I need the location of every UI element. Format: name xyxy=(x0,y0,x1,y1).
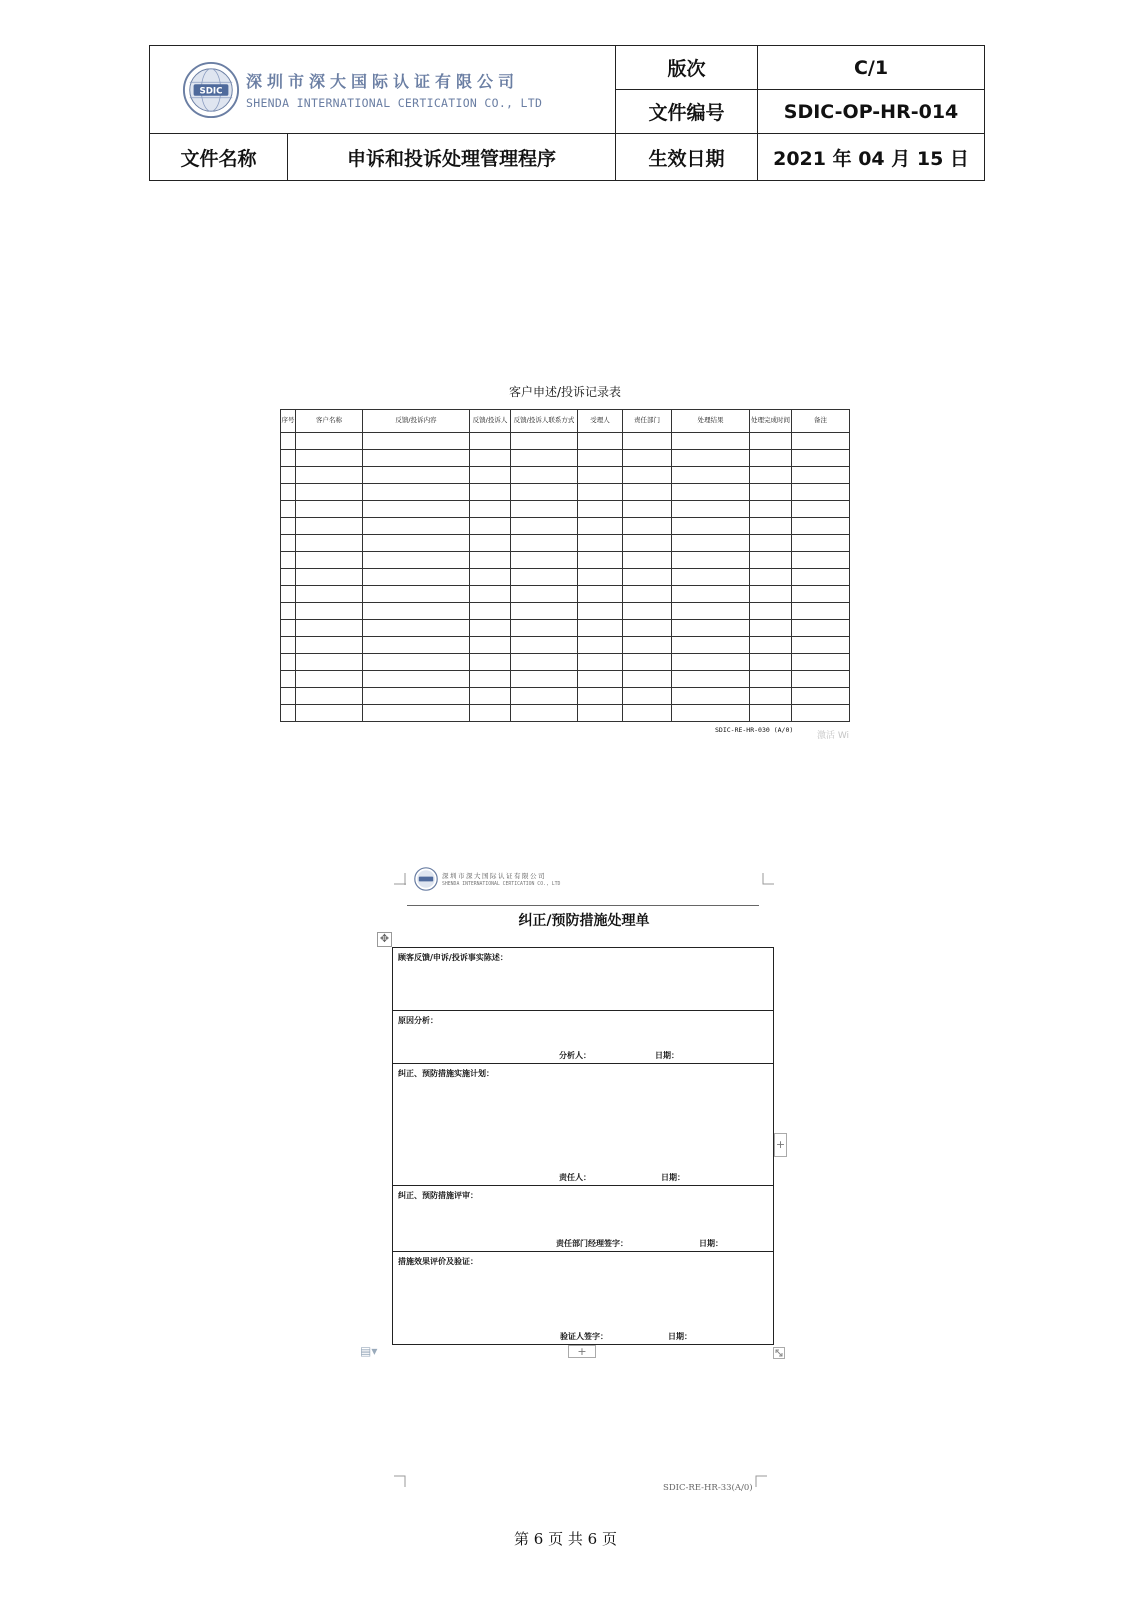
table-cell[interactable] xyxy=(792,569,850,586)
table-cell[interactable] xyxy=(511,450,578,467)
sign-label: 责任部门经理签字： xyxy=(556,1238,628,1248)
table-cell[interactable] xyxy=(363,433,470,450)
column-header: 处理结果 xyxy=(672,410,750,433)
table-row xyxy=(281,535,850,552)
table-cell[interactable] xyxy=(750,450,792,467)
table-cell[interactable] xyxy=(792,586,850,603)
table-cell[interactable] xyxy=(578,501,623,518)
form2-header-rule xyxy=(407,905,759,906)
crop-mark-icon xyxy=(394,873,406,885)
table-cell[interactable] xyxy=(672,620,750,637)
table-cell[interactable] xyxy=(672,688,750,705)
table-cell[interactable] xyxy=(470,705,511,722)
table-cell[interactable] xyxy=(363,688,470,705)
table-cell[interactable] xyxy=(281,484,296,501)
column-header: 反馈/投诉人 xyxy=(470,410,511,433)
table-cell[interactable] xyxy=(750,552,792,569)
table-row xyxy=(281,501,850,518)
table-row xyxy=(281,654,850,671)
table-cell[interactable] xyxy=(672,603,750,620)
table-cell[interactable] xyxy=(363,450,470,467)
logo-text: SDIC xyxy=(199,85,223,96)
table-cell[interactable] xyxy=(578,688,623,705)
table-cell[interactable] xyxy=(363,552,470,569)
table-cell[interactable] xyxy=(750,535,792,552)
table-cell[interactable] xyxy=(470,484,511,501)
table-cell[interactable] xyxy=(296,501,363,518)
date-label: 日期： xyxy=(655,1050,679,1060)
table-cell[interactable] xyxy=(578,637,623,654)
table-cell[interactable] xyxy=(672,467,750,484)
document-header-table xyxy=(149,45,985,181)
table-cell[interactable] xyxy=(623,467,672,484)
table-cell[interactable] xyxy=(750,518,792,535)
table-cell[interactable] xyxy=(623,620,672,637)
version-label: 版次 xyxy=(616,46,758,90)
table-cell[interactable] xyxy=(623,535,672,552)
table-cell[interactable] xyxy=(672,450,750,467)
table-cell[interactable] xyxy=(750,620,792,637)
table-cell[interactable] xyxy=(363,586,470,603)
table-cell[interactable] xyxy=(281,518,296,535)
table-cell[interactable] xyxy=(623,569,672,586)
page-number: 第 6 页 共 6 页 xyxy=(514,1530,617,1548)
sign-label: 分析人： xyxy=(559,1050,591,1060)
docname-label: 文件名称 xyxy=(150,134,288,181)
form2-company-en: SHENDA INTERNATIONAL CERTICATION CO., LTD xyxy=(442,882,561,887)
table-cell[interactable] xyxy=(281,586,296,603)
table-cell[interactable] xyxy=(511,637,578,654)
table-cell[interactable] xyxy=(363,518,470,535)
table-cell[interactable] xyxy=(623,603,672,620)
section-label: 纠正、预防措施实施计划： xyxy=(398,1068,494,1078)
table-row xyxy=(281,433,850,450)
form1-title: 客户申述/投诉记录表 xyxy=(508,385,622,399)
table-cell[interactable] xyxy=(672,671,750,688)
table-cell[interactable] xyxy=(750,433,792,450)
section-effect-verification xyxy=(393,1252,773,1344)
table-cell[interactable] xyxy=(750,688,792,705)
table-cell[interactable] xyxy=(623,671,672,688)
table-cell[interactable] xyxy=(750,671,792,688)
section-action-plan xyxy=(393,1064,773,1186)
table-cell[interactable] xyxy=(792,603,850,620)
table-cell[interactable] xyxy=(750,705,792,722)
table-cell[interactable] xyxy=(296,433,363,450)
table-cell[interactable] xyxy=(578,671,623,688)
section-action-review xyxy=(393,1186,773,1252)
table-row xyxy=(281,637,850,654)
table-cell[interactable] xyxy=(296,450,363,467)
crop-mark-icon xyxy=(394,1475,406,1487)
table-cell[interactable] xyxy=(750,467,792,484)
table-cell[interactable] xyxy=(296,518,363,535)
table-cell[interactable] xyxy=(792,671,850,688)
table-cell[interactable] xyxy=(792,501,850,518)
table-cell[interactable] xyxy=(792,484,850,501)
docname-value: 申诉和投诉处理管理程序 xyxy=(288,134,616,181)
table-cell[interactable] xyxy=(511,535,578,552)
column-header: 反馈/投诉人联系方式 xyxy=(511,410,578,433)
table-row xyxy=(281,688,850,705)
column-header: 序号 xyxy=(281,410,296,433)
table-cell[interactable] xyxy=(470,620,511,637)
table-cell[interactable] xyxy=(296,603,363,620)
table-cell[interactable] xyxy=(281,535,296,552)
table-cell[interactable] xyxy=(296,467,363,484)
table-cell[interactable] xyxy=(750,484,792,501)
table-cell[interactable] xyxy=(296,671,363,688)
date-label: 生效日期 xyxy=(616,134,758,181)
table-cell[interactable] xyxy=(363,484,470,501)
table-move-handle-icon[interactable]: ✥ xyxy=(377,932,392,947)
table-cell[interactable] xyxy=(281,705,296,722)
table-cell[interactable] xyxy=(470,688,511,705)
table-cell[interactable] xyxy=(792,552,850,569)
section-label: 纠正、预防措施评审： xyxy=(398,1190,478,1200)
paste-options-icon[interactable]: ▤▾ xyxy=(360,1344,378,1358)
table-cell[interactable] xyxy=(363,535,470,552)
section-label: 措施效果评价及验证： xyxy=(398,1256,478,1266)
table-cell[interactable] xyxy=(281,603,296,620)
table-cell[interactable] xyxy=(578,654,623,671)
table-cell[interactable] xyxy=(281,467,296,484)
date-value: 2021 年 04 月 15 日 xyxy=(758,134,985,181)
sdic-logo-icon xyxy=(182,61,240,119)
company-logo-cell xyxy=(150,46,616,134)
table-cell[interactable] xyxy=(470,552,511,569)
table-cell[interactable] xyxy=(296,586,363,603)
table-cell[interactable] xyxy=(623,518,672,535)
table-cell[interactable] xyxy=(792,654,850,671)
table-cell[interactable] xyxy=(578,552,623,569)
table-cell[interactable] xyxy=(672,484,750,501)
column-header: 责任部门 xyxy=(623,410,672,433)
table-cell[interactable] xyxy=(578,603,623,620)
table-cell[interactable] xyxy=(296,620,363,637)
table-cell[interactable] xyxy=(672,569,750,586)
table-cell[interactable] xyxy=(792,535,850,552)
version-value: C/1 xyxy=(758,46,985,90)
table-cell[interactable] xyxy=(470,518,511,535)
complaint-record-table xyxy=(280,409,850,722)
table-cell[interactable] xyxy=(750,586,792,603)
table-cell[interactable] xyxy=(623,688,672,705)
column-header: 反馈/投诉内容 xyxy=(363,410,470,433)
table-cell[interactable] xyxy=(792,620,850,637)
table-cell[interactable] xyxy=(578,450,623,467)
table-cell[interactable] xyxy=(578,705,623,722)
table-cell[interactable] xyxy=(623,433,672,450)
date-label: 日期： xyxy=(661,1172,685,1182)
table-cell[interactable] xyxy=(470,467,511,484)
table-cell[interactable] xyxy=(623,705,672,722)
crop-mark-icon xyxy=(755,1475,767,1487)
table-cell[interactable] xyxy=(672,535,750,552)
column-header: 客户名称 xyxy=(296,410,363,433)
table-row xyxy=(281,586,850,603)
table-cell[interactable] xyxy=(578,433,623,450)
table-cell[interactable] xyxy=(578,586,623,603)
table-cell[interactable] xyxy=(672,637,750,654)
table-cell[interactable] xyxy=(363,620,470,637)
table-cell[interactable] xyxy=(672,705,750,722)
section-label: 顾客反馈/申诉/投诉事实陈述： xyxy=(398,952,508,962)
table-cell[interactable] xyxy=(470,433,511,450)
table-cell[interactable] xyxy=(750,501,792,518)
table-cell[interactable] xyxy=(296,705,363,722)
table-cell[interactable] xyxy=(578,569,623,586)
table-cell[interactable] xyxy=(511,569,578,586)
table-cell[interactable] xyxy=(363,654,470,671)
section-fact-statement xyxy=(393,948,773,1011)
docno-value: SDIC-OP-HR-014 xyxy=(758,90,985,134)
table-cell[interactable] xyxy=(623,484,672,501)
table-cell[interactable] xyxy=(363,467,470,484)
table-cell[interactable] xyxy=(470,671,511,688)
table-cell[interactable] xyxy=(281,654,296,671)
table-row xyxy=(281,467,850,484)
table-cell[interactable] xyxy=(511,688,578,705)
table-cell[interactable] xyxy=(281,688,296,705)
table-cell[interactable] xyxy=(363,569,470,586)
table-cell[interactable] xyxy=(578,620,623,637)
table-cell[interactable] xyxy=(281,671,296,688)
table-cell[interactable] xyxy=(296,535,363,552)
table-cell[interactable] xyxy=(672,501,750,518)
crop-mark-icon xyxy=(762,873,774,885)
table-cell[interactable] xyxy=(296,654,363,671)
table-cell[interactable] xyxy=(578,484,623,501)
table-row xyxy=(281,705,850,722)
table-cell[interactable] xyxy=(296,688,363,705)
table-row xyxy=(281,603,850,620)
sign-label: 责任人： xyxy=(559,1172,591,1182)
table-cell[interactable] xyxy=(792,705,850,722)
table-resize-handle-icon[interactable] xyxy=(773,1347,785,1359)
table-cell[interactable] xyxy=(470,586,511,603)
table-cell[interactable] xyxy=(623,552,672,569)
table-cell[interactable] xyxy=(578,518,623,535)
table-cell[interactable] xyxy=(792,688,850,705)
company-name-cn: 深圳市深大国际认证有限公司 xyxy=(246,72,520,91)
table-cell[interactable] xyxy=(363,637,470,654)
table-cell[interactable] xyxy=(363,671,470,688)
table-cell[interactable] xyxy=(578,535,623,552)
table-cell[interactable] xyxy=(470,654,511,671)
docno-label: 文件编号 xyxy=(616,90,758,134)
table-cell[interactable] xyxy=(623,501,672,518)
table-cell[interactable] xyxy=(750,654,792,671)
table-cell[interactable] xyxy=(623,637,672,654)
table-cell[interactable] xyxy=(296,484,363,501)
table-cell[interactable] xyxy=(281,501,296,518)
table-row xyxy=(281,620,850,637)
table-cell[interactable] xyxy=(470,569,511,586)
table-cell[interactable] xyxy=(672,518,750,535)
column-header: 备注 xyxy=(792,410,850,433)
form2-company-cn: 深圳市深大国际认证有限公司 xyxy=(442,872,546,880)
column-header: 受理人 xyxy=(578,410,623,433)
table-cell[interactable] xyxy=(281,450,296,467)
table-row xyxy=(281,484,850,501)
add-column-plus-icon[interactable]: + xyxy=(774,1133,787,1157)
table-cell[interactable] xyxy=(623,654,672,671)
table-cell[interactable] xyxy=(750,569,792,586)
table-cell[interactable] xyxy=(296,552,363,569)
table-cell[interactable] xyxy=(792,450,850,467)
form1-code: SDIC-RE-HR-030 (A/0) xyxy=(715,726,794,734)
table-cell[interactable] xyxy=(511,433,578,450)
table-cell[interactable] xyxy=(672,654,750,671)
table-cell[interactable] xyxy=(623,450,672,467)
table-cell[interactable] xyxy=(296,569,363,586)
table-cell[interactable] xyxy=(792,467,850,484)
section-label: 原因分析： xyxy=(398,1015,438,1025)
table-cell[interactable] xyxy=(363,705,470,722)
table-cell[interactable] xyxy=(511,501,578,518)
table-cell[interactable] xyxy=(511,654,578,671)
table-row xyxy=(281,569,850,586)
column-header: 处理完成时间 xyxy=(750,410,792,433)
table-cell[interactable] xyxy=(470,637,511,654)
table-cell[interactable] xyxy=(296,637,363,654)
table-row xyxy=(281,518,850,535)
table-cell[interactable] xyxy=(470,501,511,518)
table-cell[interactable] xyxy=(511,603,578,620)
form2-title: 纠正/预防措施处理单 xyxy=(518,913,650,929)
table-cell[interactable] xyxy=(470,535,511,552)
table-cell[interactable] xyxy=(281,569,296,586)
table-cell[interactable] xyxy=(511,467,578,484)
table-cell[interactable] xyxy=(281,620,296,637)
corrective-action-form xyxy=(392,947,774,1345)
table-cell[interactable] xyxy=(470,450,511,467)
table-cell[interactable] xyxy=(672,552,750,569)
table-cell[interactable] xyxy=(363,501,470,518)
activation-watermark: 激活 Wi xyxy=(817,731,850,741)
table-cell[interactable] xyxy=(623,586,672,603)
table-cell[interactable] xyxy=(578,467,623,484)
company-name-en: SHENDA INTERNATIONAL CERTICATION CO., LTD xyxy=(246,96,543,110)
table-row xyxy=(281,450,850,467)
table-cell[interactable] xyxy=(792,433,850,450)
table-cell[interactable] xyxy=(281,637,296,654)
table-cell[interactable] xyxy=(511,484,578,501)
table-cell[interactable] xyxy=(470,603,511,620)
date-label: 日期： xyxy=(668,1331,692,1341)
sign-label: 验证人签字： xyxy=(560,1331,608,1341)
table-row xyxy=(281,552,850,569)
table-row xyxy=(281,671,850,688)
table-cell[interactable] xyxy=(511,518,578,535)
add-row-plus-icon[interactable]: + xyxy=(568,1345,596,1358)
table-cell[interactable] xyxy=(672,586,750,603)
table-cell[interactable] xyxy=(511,586,578,603)
table-cell[interactable] xyxy=(750,603,792,620)
table-cell[interactable] xyxy=(792,518,850,535)
section-cause-analysis xyxy=(393,1011,773,1064)
form2-logo xyxy=(414,867,560,891)
table-cell[interactable] xyxy=(511,671,578,688)
table-cell[interactable] xyxy=(363,603,470,620)
table-cell[interactable] xyxy=(511,620,578,637)
table-cell[interactable] xyxy=(281,552,296,569)
table-cell[interactable] xyxy=(511,705,578,722)
table-header-row xyxy=(281,410,850,433)
table-cell[interactable] xyxy=(511,552,578,569)
table-cell[interactable] xyxy=(672,433,750,450)
sdic-logo-icon xyxy=(414,867,438,891)
date-label: 日期： xyxy=(699,1238,723,1248)
table-cell[interactable] xyxy=(281,433,296,450)
form2-code: SDIC-RE-HR-33(A/0) xyxy=(663,1483,753,1493)
table-cell[interactable] xyxy=(750,637,792,654)
table-cell[interactable] xyxy=(792,637,850,654)
